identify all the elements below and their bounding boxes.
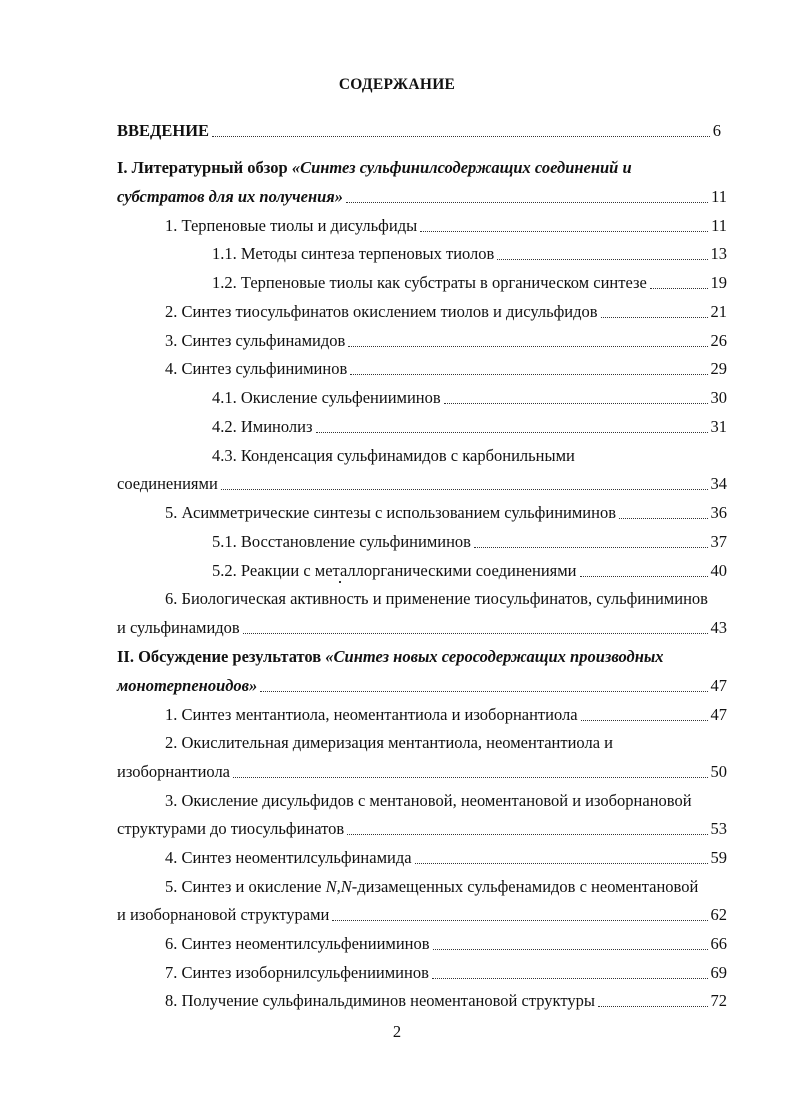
- toc-entry[interactable]: [165, 844, 727, 868]
- toc-entry-label: 3. Окисление дисульфидов с ментановой, неоментановой и изоборнановой: [165, 791, 692, 810]
- toc-entry[interactable]: [165, 327, 727, 351]
- toc-entry-label: 5.1. Восстановление сульфиниминов: [212, 532, 471, 551]
- page-number: 2: [392, 1022, 402, 1041]
- toc-entry-page: 26: [710, 331, 727, 350]
- leader-dots: [474, 547, 708, 548]
- leader-dots: [601, 317, 708, 318]
- toc-entry-line[interactable]: [165, 873, 765, 897]
- leader-dots: [221, 489, 708, 490]
- toc-entry-label: 4.3. Конденсация сульфинамидов с карбонильными: [212, 446, 575, 465]
- toc-entry-page: 59: [710, 848, 727, 867]
- toc-entry-label: 4. Синтез неоментилсульфинамида: [165, 848, 412, 867]
- leader-dots: [415, 863, 708, 864]
- toc-entry-page: 31: [710, 417, 727, 436]
- toc-entry[interactable]: [117, 901, 727, 925]
- leader-dots: [420, 231, 708, 232]
- leader-dots: [650, 288, 708, 289]
- toc-entry-label: 5. Синтез и окисление N,N-дизамещенных сульфенамидов с неоментановой: [165, 877, 699, 896]
- leader-dots: [233, 777, 707, 778]
- toc-entry-line[interactable]: [165, 729, 727, 753]
- toc-entry-label: 1.2. Терпеновые тиолы как субстраты в органическом синтезе: [212, 273, 647, 292]
- leader-dots: [432, 978, 708, 979]
- leader-dots: [580, 576, 708, 577]
- toc-entry-page: 37: [710, 532, 727, 551]
- toc-entry-page: 21: [710, 302, 727, 321]
- toc-entry-label: субстратов для их получения»: [117, 187, 344, 206]
- toc-entry[interactable]: [117, 117, 721, 141]
- toc-entry[interactable]: [165, 212, 727, 236]
- toc-entry-label: ВВЕДЕНИЕ: [117, 121, 210, 140]
- leader-dots: [598, 1006, 708, 1007]
- toc-entry-label: 8. Получение сульфинальдиминов неоментановой структуры: [165, 991, 595, 1010]
- leader-dots: [316, 432, 708, 433]
- toc-entry-page: 36: [710, 503, 727, 522]
- toc-entry-label: 2. Синтез тиосульфинатов окислением тиолов и дисульфидов: [165, 302, 598, 321]
- toc-entry-page: 62: [710, 905, 727, 924]
- leader-dots: [348, 346, 707, 347]
- toc-entry-page: 47: [710, 676, 727, 695]
- toc-entry-label: и сульфинамидов: [117, 618, 240, 637]
- toc-entry-label: 7. Синтез изоборнилсульфенииминов: [165, 963, 429, 982]
- toc-entry-page: 19: [710, 273, 727, 292]
- leader-dots: [332, 920, 707, 921]
- leader-dots: [347, 834, 707, 835]
- toc-entry-label: 1. Синтез ментантиола, неоментантиола и изоборнантиола: [165, 705, 578, 724]
- scan-speck: [339, 581, 341, 583]
- toc-entry[interactable]: [212, 413, 727, 437]
- leader-dots: [619, 518, 707, 519]
- toc-entry-label: соединениями: [117, 474, 218, 493]
- toc-entry-label: 5.2. Реакции с металлорганическими соединениями: [212, 561, 577, 580]
- leader-dots: [433, 949, 708, 950]
- toc-entry-page: 50: [710, 762, 727, 781]
- toc-entry-label: 5. Асимметрические синтезы с использованием сульфиниминов: [165, 503, 617, 522]
- toc-entry-page: 30: [710, 388, 727, 407]
- toc-entry[interactable]: [212, 528, 727, 552]
- toc-entry[interactable]: [117, 470, 727, 494]
- toc-entry-page: 72: [710, 991, 727, 1010]
- toc-entry-page: 47: [710, 705, 727, 724]
- toc-entry-line[interactable]: [117, 643, 727, 667]
- toc-entry-label: I. Литературный обзор «Синтез сульфинилсодержащих соединений и: [117, 158, 632, 177]
- toc-entry-label: 3. Синтез сульфинамидов: [165, 331, 346, 350]
- page-title: СОДЕРЖАНИЕ: [338, 76, 456, 93]
- toc-entry-page: 43: [710, 618, 727, 637]
- toc-entry[interactable]: [165, 987, 727, 1011]
- toc-entry-label: монотерпеноидов»: [117, 676, 258, 695]
- toc-entry-page: 11: [711, 216, 727, 235]
- toc-entry[interactable]: [117, 672, 727, 696]
- toc-entry-label: 1.1. Методы синтеза терпеновых тиолов: [212, 244, 495, 263]
- toc-entry-label: изоборнантиола: [117, 762, 231, 781]
- toc-entry-label: 1. Терпеновые тиолы и дисульфиды: [165, 216, 418, 235]
- leader-dots: [260, 691, 707, 692]
- leader-dots: [350, 374, 707, 375]
- leader-dots: [243, 633, 708, 634]
- toc-entry[interactable]: [117, 183, 727, 207]
- toc-entry-label: 4.1. Окисление сульфенииминов: [212, 388, 441, 407]
- leader-dots: [346, 202, 708, 203]
- leader-dots: [497, 259, 707, 260]
- toc-entry[interactable]: [165, 701, 727, 725]
- toc-entry-page: 40: [710, 561, 727, 580]
- toc-entry-page: 11: [711, 187, 727, 206]
- toc-entry-label: 6. Биологическая активность и применение тиосульфинатов, сульфиниминов: [165, 589, 708, 608]
- toc-entry-page: 13: [710, 244, 727, 263]
- toc-entry[interactable]: [117, 815, 727, 839]
- toc-entry-line[interactable]: [165, 787, 765, 811]
- toc-entry-label: 2. Окислительная димеризация ментантиола, неоментантиола и: [165, 733, 613, 752]
- toc-entry[interactable]: [165, 499, 727, 523]
- toc-entry[interactable]: [212, 384, 727, 408]
- toc-entry-line[interactable]: [165, 585, 765, 609]
- toc-entry[interactable]: [165, 959, 727, 983]
- toc-entry[interactable]: [165, 298, 727, 322]
- leader-dots: [581, 720, 708, 721]
- toc-entry-page: 29: [710, 359, 727, 378]
- toc-entry[interactable]: [117, 614, 727, 638]
- toc-entry-label: структурами до тиосульфинатов: [117, 819, 345, 838]
- toc-entry-label: 6. Синтез неоментилсульфенииминов: [165, 934, 430, 953]
- toc-entry[interactable]: [212, 240, 727, 264]
- toc-entry-line[interactable]: [212, 442, 727, 466]
- toc-entry-label: 4.2. Иминолиз: [212, 417, 313, 436]
- toc-entry[interactable]: [212, 557, 727, 581]
- toc-entry-page: 53: [710, 819, 727, 838]
- toc-entry-label: 4. Синтез сульфиниминов: [165, 359, 348, 378]
- toc-entry-line[interactable]: [117, 154, 727, 178]
- toc-entry[interactable]: [117, 758, 727, 782]
- toc-entry-label: и изоборнановой структурами: [117, 905, 330, 924]
- toc-entry-page: 6: [712, 121, 721, 140]
- leader-dots: [444, 403, 708, 404]
- toc-entry[interactable]: [212, 269, 727, 293]
- toc-entry-page: 69: [710, 963, 727, 982]
- toc-entry[interactable]: [165, 930, 727, 954]
- leader-dots: [212, 136, 710, 137]
- toc-entry-label: II. Обсуждение результатов «Синтез новых серосодержащих производных: [117, 647, 664, 666]
- toc-entry[interactable]: [165, 355, 727, 379]
- toc-entry-page: 34: [710, 474, 727, 493]
- toc-entry-page: 66: [710, 934, 727, 953]
